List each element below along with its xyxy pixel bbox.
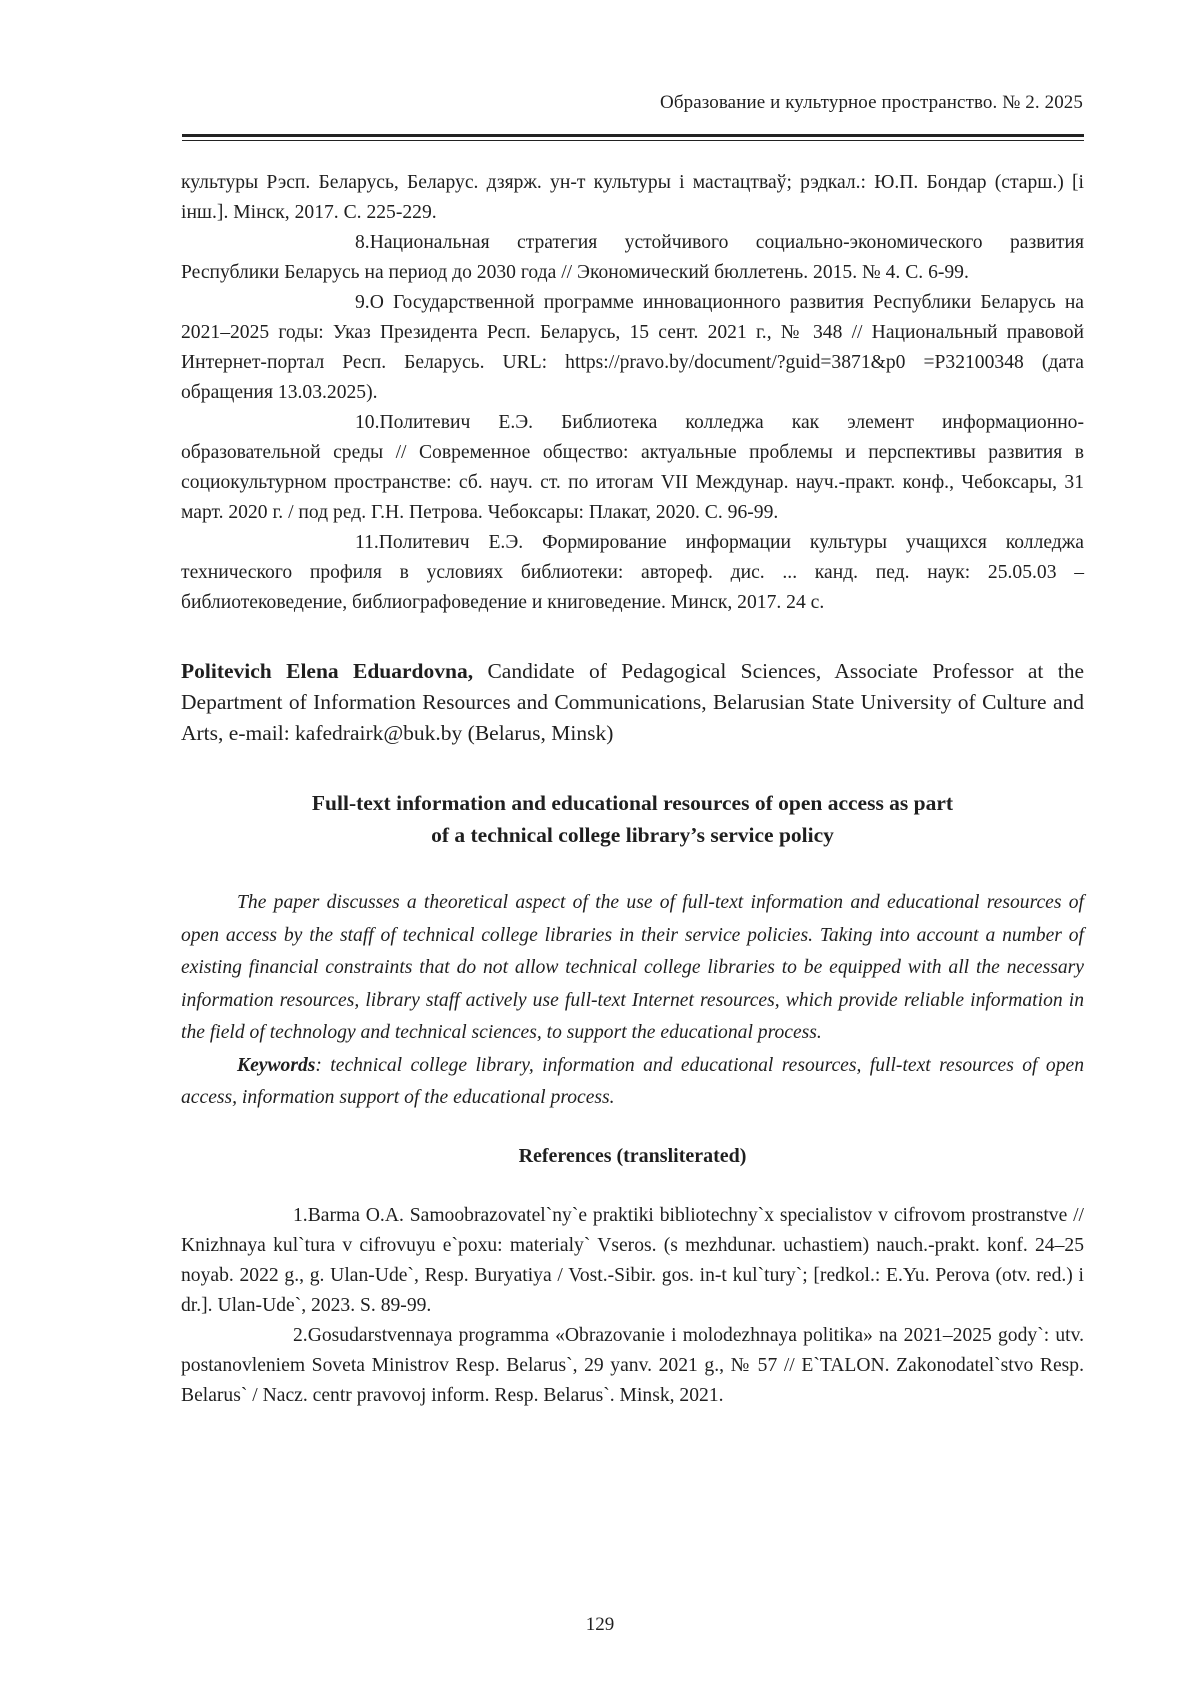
- reference-text: Gosudarstvennaya programma «Obrazovanie i molodezhnaya politika» na 2021–2025 gody`: utv. postanovleniem Soveta Ministrov Resp. Belarus`, 29 yanv. 2021 g., № 57 // E`TALON. Zakonodatel`stvo Resp. Belarus` / Nacz. centr pravovoj inform. Resp. Belarus`. Minsk, 2021.: [181, 1324, 1084, 1406]
- reference-item-8: [181, 228, 1084, 288]
- references-list: [181, 1201, 1084, 1411]
- reference-number: 1.: [293, 1204, 308, 1226]
- reference-item-en-2: [181, 1321, 1084, 1411]
- header-rule-thick: [182, 134, 1084, 137]
- keywords: [181, 1050, 1084, 1115]
- running-header: Образование и культурное пространство. № 2. 2025: [660, 92, 1083, 113]
- abstract: The paper discusses a theoretical aspect of the use of full-text information and educational resources of open access by the staff of technical college libraries in their service policies. Taking into account a number of existing financial constraints that do not allow technical college libraries to be equipped with all the necessary information resources, library staff actively use full-text Internet resources, which provide reliable information in the field of technology and technical sciences, to support the educational process.: [181, 892, 1084, 1043]
- reference-number: 8.: [355, 232, 370, 253]
- page-content: [181, 168, 1084, 1411]
- author-details: Candidate of Pedagogical Sciences, Associate Professor at the Department of Information Resources and Communications, Belarusian State University of Culture and Arts, e-mail: kafedrairk@buk.by (Belarus, Minsk): [181, 659, 1084, 745]
- page-number: 129: [585, 1614, 615, 1635]
- author-name: Politevich Elena Eduardovna,: [181, 659, 474, 683]
- article-title: [181, 787, 1084, 851]
- reference-number: 10.: [355, 412, 380, 433]
- reference-item-11: [181, 528, 1084, 618]
- reference-continuation: культуры Рэсп. Беларусь, Беларус. дзярж. ун-т культуры і мастацтваў; рэдкал.: Ю.П. Бондар (старш.) [і інш.]. Мінск, 2017. С. 225-229.: [181, 172, 1084, 223]
- reference-text: Национальная стратегия устойчивого социально-экономического развития Республики Беларусь на период до 2030 года // Экономический бюллетень. 2015. № 4. С. 6-99.: [181, 232, 1084, 283]
- reference-item-en-1: [181, 1201, 1084, 1321]
- reference-text: Политевич Е.Э. Формирование информации культуры учащихся колледжа технического профиля в условиях библиотеки: автореф. дис. ... канд. пед. наук: 25.05.03 – библиотековедение, библиографоведение и книговедение. Минск, 2017. 24 с.: [181, 532, 1084, 613]
- reference-text: О Государственной программе инновационного развития Республики Беларусь на 2021–2025 годы: Указ Президента Респ. Беларусь, 15 сент. 2021 г., № 348 // Национальный правовой Интернет-портал Респ. Беларусь. URL: https://pravo.by/document/?guid=3871&p0 =P32100348 (дата обращения 13.03.2025).: [181, 292, 1084, 403]
- reference-text: Barma O.A. Samoobrazovatel`ny`e praktiki bibliotechny`x specialistov v cifrovom prostranstve // Knizhnaya kul`tura v cifrovuyu e`poxu: materialy` Vseros. (s mezhdunar. uchastiem) nauch.-prakt. konf. 24–25 noyab. 2022 g., g. Ulan-Ude`, Resp. Buryatiya / Vost.-Sibir. gos. in-t kul`tury`; [redkol.: E.Yu. Perova (otv. red.) i dr.]. Ulan-Ude`, 2023. S. 89-99.: [181, 1204, 1084, 1316]
- references-heading: References (transliterated): [518, 1144, 747, 1167]
- author-info: [181, 656, 1084, 749]
- reference-text: Политевич Е.Э. Библиотека колледжа как элемент информационно-образовательной среды // Современное общество: актуальные проблемы и перспективы развития в социокультурном пространстве: сб. науч. ст. по итогам VII Междунар. науч.-практ. конф., Чебоксары, 31 март. 2020 г. / под ред. Г.Н. Петрова. Чебоксары: Плакат, 2020. С. 96-99.: [181, 412, 1084, 523]
- reference-number: 11.: [355, 532, 379, 553]
- reference-item-9: [181, 288, 1084, 408]
- keywords-text: : technical college library, information and educational resources, full-text resources of open access, information support of the educational process.: [181, 1054, 1084, 1108]
- reference-number: 2.: [293, 1324, 308, 1346]
- header-rule-thin: [182, 140, 1084, 141]
- reference-item-10: [181, 408, 1084, 528]
- article-title-line-1: Full-text information and educational resources of open access as part: [311, 791, 954, 815]
- reference-number: 9.: [355, 292, 370, 313]
- article-title-line-2: of a technical college library’s service policy: [431, 823, 834, 847]
- keywords-label: Keywords: [237, 1054, 316, 1076]
